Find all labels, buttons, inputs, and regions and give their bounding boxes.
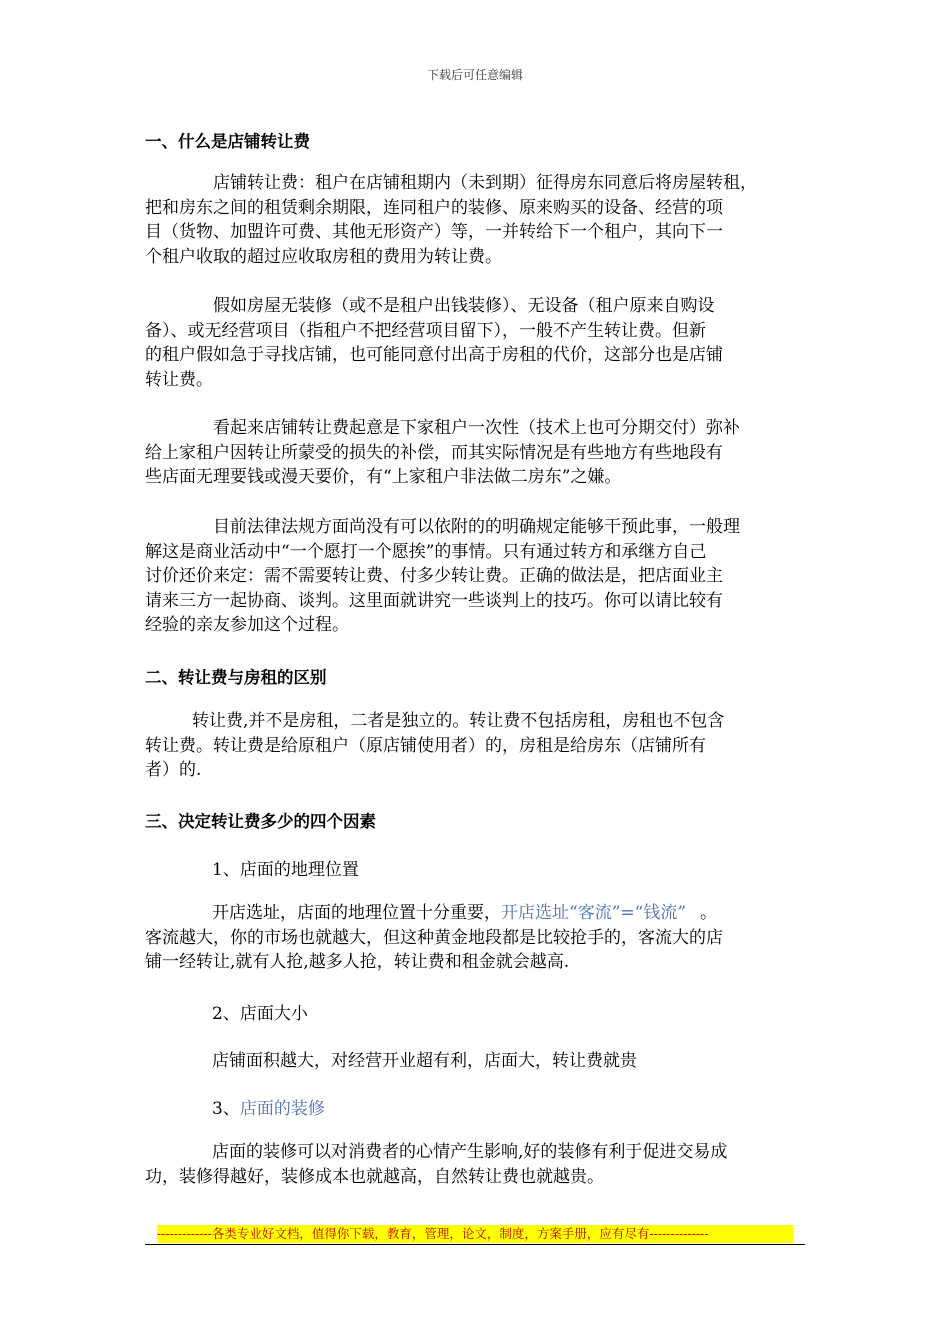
text-line: 备）、或无经营项目（指租户不把经营项目留下），一般不产生转让费。但新 [145, 320, 706, 341]
factor-2-text: 店铺面积越大，对经营开业超有利，店面大，转让费就贵 [212, 1051, 637, 1071]
text-line: 目前法律法规方面尚没有可以依附的的明确规定能够干预此事，一般理 [213, 517, 740, 537]
text-segment: 。 [700, 903, 718, 923]
factor-1-title: 1、店面的地理位置 [212, 860, 359, 880]
text-line: 功，装修得越好，装修成本也就越高，自然转让费也就越贵。 [145, 1166, 604, 1187]
text-line: 讨价还价来定：需不需要转让费、付多少转让费。正确的做法是，把店面业主 [145, 566, 723, 586]
section2-heading: 二、转让费与房租的区别 [145, 668, 327, 687]
text-line: 的租户假如急于寻找店铺，也可能同意付出高于房租的代价，这部分也是店铺 [145, 345, 723, 365]
factor-3-number: 3、 [212, 1099, 240, 1119]
section1-paragraph-3 [145, 416, 810, 490]
text-line: 假如房屋无装修（或不是租户出钱装修）、无设备（租户原来自购设 [213, 296, 715, 316]
text-line: 把和房东之间的租赁剩余期限，连同租户的装修、原来购买的设备、经营的项 [145, 197, 723, 218]
text-line: 店铺转让费：租户在店铺租期内（未到期）征得房东同意后将房屋转租， [213, 173, 757, 193]
section3-heading: 三、决定转让费多少的四个因素 [145, 812, 376, 831]
text-line: 转让费,并不是房租，二者是独立的。转让费不包括房租，房租也不包含 [192, 711, 725, 731]
text-line [145, 901, 810, 926]
section1-heading: 一、什么是店铺转让费 [145, 132, 310, 151]
section1-paragraph-1 [145, 171, 810, 269]
section1-paragraph-2 [145, 294, 810, 392]
factor-3-paragraph [145, 1140, 810, 1189]
text-line: 个租户收取的超过应收取房租的费用为转让费。 [145, 246, 502, 267]
text-line: 请来三方一起协商、谈判。这里面就讲究一些谈判上的技巧。你可以请比较有 [145, 590, 723, 611]
page-header: 下载后可任意编辑 [426, 68, 523, 82]
factor-3-title [212, 1094, 325, 1119]
section1-paragraph-4 [145, 515, 810, 638]
text-line: 给上家租户因转让所蒙受的损失的补偿，而其实际情况是有些地方有些地段有 [145, 442, 723, 463]
footer-divider [145, 1244, 805, 1245]
footer-banner: -------------各类专业好文档，值得你下载，教育，管理，论文，制度，方案手册，应有尽有-------------- [157, 1225, 793, 1243]
factor-2-title: 2、店面大小 [212, 1004, 308, 1024]
text-line: 转让费。转让费是给原租户（原店铺使用者）的，房租是给房东（店铺所有 [145, 735, 706, 756]
text-segment: 开店选址，店面的地理位置十分重要， [212, 903, 501, 923]
text-line: 些店面无理要钱或漫天要价，有“上家租户非法做二房东”之嫌。 [145, 467, 622, 487]
text-line: 看起来店铺转让费起意是下家租户一次性（技术上也可分期交付）弥补 [213, 418, 740, 438]
text-line: 目（货物、加盟许可费、其他无形资产）等，一并转给下一个租户，其向下一 [145, 222, 723, 242]
text-line: 经验的亲友参加这个过程。 [145, 615, 349, 635]
text-line: 客流越大，你的市场也就越大，但这种黄金地段都是比较抢手的，客流大的店 [145, 927, 723, 948]
text-line: 解这是商业活动中“一个愿打一个愿挨”的事情。只有通过转方和承继方自己 [145, 541, 707, 562]
text-line: 铺一经转让,就有人抢,越多人抢，转让费和租金就会越高. [145, 952, 570, 972]
store-location-link[interactable]: 开店选址“客流”=“钱流” [501, 903, 687, 923]
text-line: 转让费。 [145, 369, 213, 390]
section2-paragraph [145, 709, 810, 783]
text-line: 店面的装修可以对消费者的心情产生影响,好的装修有利于促进交易成 [212, 1142, 728, 1162]
store-decoration-link[interactable]: 店面的装修 [239, 1099, 325, 1119]
factor-1-paragraph [145, 901, 810, 975]
text-line: 者）的. [145, 760, 202, 780]
